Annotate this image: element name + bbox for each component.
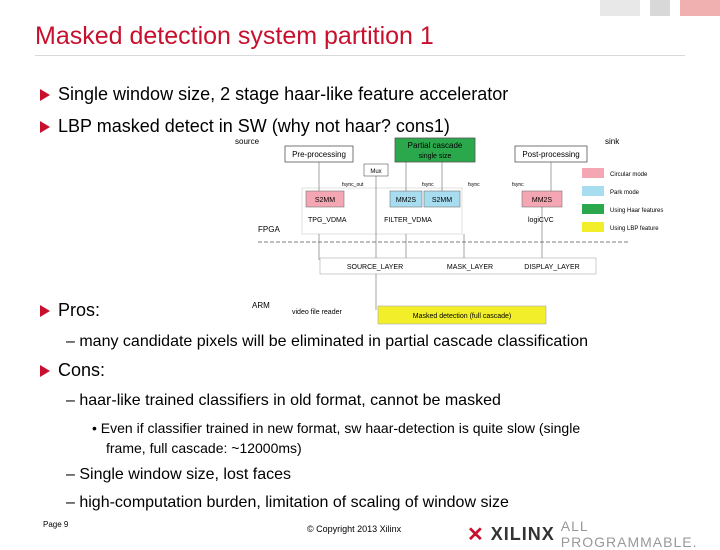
sink-label: sink xyxy=(605,137,620,146)
s2mm-label: S2MM xyxy=(431,197,453,204)
legend-label: Park mode xyxy=(610,190,640,196)
page-number: Page 9 xyxy=(43,520,69,529)
mask-layer-label: MASK_LAYER xyxy=(446,264,494,271)
arm-label: ARM xyxy=(252,301,270,310)
filter-vdma-label: FILTER_VDMA xyxy=(384,217,432,224)
fpga-label: FPGA xyxy=(258,225,280,234)
pros-item: – many candidate pixels will be eliminated in partial cascade classification xyxy=(66,333,589,350)
source-label: source xyxy=(235,137,260,146)
tagline: ALL PROGRAMMABLE. xyxy=(560,518,698,550)
pros-item-text: many candidate pixels will be eliminated in partial cascade classification xyxy=(79,333,589,350)
cons-item: – haar-like trained classifiers in old format, cannot be masked xyxy=(66,392,501,409)
legend-swatch xyxy=(582,168,604,178)
system-diagram xyxy=(230,137,664,328)
cons-item-text: Single window size, lost faces xyxy=(79,466,291,483)
cons-sub-bullet: • Even if classifier trained in new format, sw haar-detection is quite slow (single frame, full cascade: ~12000ms) xyxy=(92,420,581,456)
logicvc-label: logiCVC xyxy=(528,217,554,224)
bullet-text: LBP masked detect in SW (why not haar? cons1) xyxy=(58,116,450,136)
cons-item-text: high-computation burden, limitation of scaling of window size xyxy=(79,494,509,511)
cons-sub-bullet-line2: frame, full cascade: ~12000ms) xyxy=(106,440,302,456)
xilinx-wordmark: XILINX xyxy=(490,523,555,544)
mm2s-label: MM2S xyxy=(395,197,417,204)
xilinx-x-icon: ✕ xyxy=(467,523,485,546)
bullet-text: Single window size, 2 stage haar-like feature accelerator xyxy=(58,84,509,104)
pre-processing-label: Pre-processing xyxy=(292,150,346,159)
cons-item: – high-computation burden, limitation of scaling of window size xyxy=(66,494,509,511)
bullet-arrow-icon xyxy=(40,89,50,101)
pros-heading xyxy=(40,300,100,321)
partial-cascade-sublabel: single size xyxy=(418,153,452,160)
bullet-1 xyxy=(40,84,508,105)
fsync-out-label: fsync_out xyxy=(342,182,364,188)
cons-label: Cons: xyxy=(58,360,106,380)
legend-swatch xyxy=(582,186,604,196)
fsync-label: fsync xyxy=(512,182,524,188)
bullet-arrow-icon xyxy=(40,121,50,133)
fsync-label: fsync xyxy=(468,182,480,188)
pros-label: Pros: xyxy=(58,300,101,320)
s2mm-label: S2MM xyxy=(314,197,336,204)
cons-item: – Single window size, lost faces xyxy=(66,466,291,483)
tpg-vdma-label: TPG_VDMA xyxy=(308,217,347,224)
source-layer-label: SOURCE_LAYER xyxy=(346,264,404,271)
bullet-arrow-icon xyxy=(40,305,50,317)
legend xyxy=(582,168,663,232)
xilinx-logo xyxy=(467,518,720,550)
cons-sub-bullet-line1: Even if classifier trained in new format, sw haar-detection is quite slow (single xyxy=(100,420,581,436)
fsync-label: fsync xyxy=(422,182,434,188)
page-title: Masked detection system partition 1 xyxy=(35,22,434,50)
legend-label: Circular mode xyxy=(610,172,648,178)
legend-swatch xyxy=(582,204,604,214)
display-layer-label: DISPLAY_LAYER xyxy=(524,264,580,271)
legend-label: Using LBP feature xyxy=(610,226,659,232)
legend-label: Using Haar features xyxy=(610,208,664,214)
cons-heading xyxy=(40,360,105,381)
masked-detection-label: Masked detection (full cascade) xyxy=(412,313,512,320)
mux-label: Mux xyxy=(370,169,382,175)
post-processing-label: Post-processing xyxy=(522,150,580,159)
bullet-arrow-icon xyxy=(40,365,50,377)
partial-cascade-label: Partial cascade xyxy=(407,141,463,150)
video-file-reader-label: video file reader xyxy=(292,309,342,316)
bullet-2 xyxy=(40,116,450,137)
legend-swatch xyxy=(582,222,604,232)
copyright: © Copyright 2013 Xilinx xyxy=(307,524,402,534)
cons-item-text: haar-like trained classifiers in old format, cannot be masked xyxy=(79,392,501,409)
mm2s-label: MM2S xyxy=(531,197,553,204)
title-divider xyxy=(35,55,685,56)
